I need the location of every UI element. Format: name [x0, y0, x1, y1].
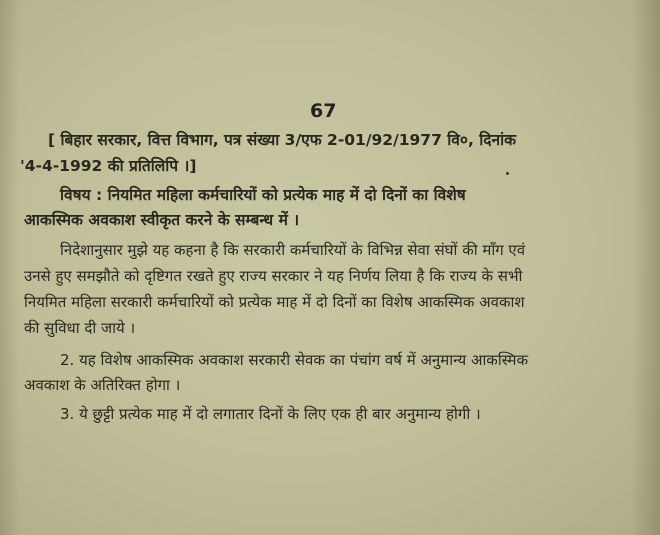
paragraph-1-line-3: नियमित महिला सरकारी कर्मचारियों को प्रत्येक माह में दो दिनों का विशेष आकस्मिक अवकाश: [24, 293, 525, 311]
paragraph-1-line-1: निदेशानुसार मुझे यह कहना है कि सरकारी कर्मचारियों के विभिन्न सेवा संघों की माँग एवं: [60, 241, 526, 259]
ink-speck: [506, 172, 509, 175]
subject-line-2: आकस्मिक अवकाश स्वीकृत करने के सम्बन्ध में ।: [24, 211, 300, 229]
paragraph-1-line-2: उनसे हुए समझौते को दृष्टिगत रखते हुए राज्य सरकार ने यह निर्णय लिया है कि राज्य के सभी: [24, 267, 523, 285]
page-edge-shadow: [0, 0, 20, 535]
paragraph-2-line-2: अवकाश के अतिरिक्त होगा ।: [24, 376, 181, 394]
subject-line-1: विषय : नियमित महिला कर्मचारियों को प्रत्येक माह में दो दिनों का विशेष: [60, 186, 466, 204]
paragraph-3-line-1: 3. ये छुट्टी प्रत्येक माह में दो लगातार दिनों के लिए एक ही बार अनुमान्य होगी ।: [60, 405, 481, 423]
paragraph-1-line-4: की सुविधा दी जाये ।: [24, 319, 136, 337]
page-number: 67: [310, 100, 337, 122]
page-edge-shadow: [632, 0, 660, 535]
header-citation-line-1: [ बिहार सरकार, वित्त विभाग, पत्र संख्या 3/एफ 2-01/92/1977 वि०, दिनांक: [48, 131, 517, 149]
paragraph-2-line-1: 2. यह विशेष आकस्मिक अवकाश सरकारी सेवक का पंचांग वर्ष में अनुमान्य आकस्मिक: [60, 351, 529, 369]
header-citation-line-2: '4-4-1992 की प्रतिलिपि ।]: [20, 157, 197, 175]
